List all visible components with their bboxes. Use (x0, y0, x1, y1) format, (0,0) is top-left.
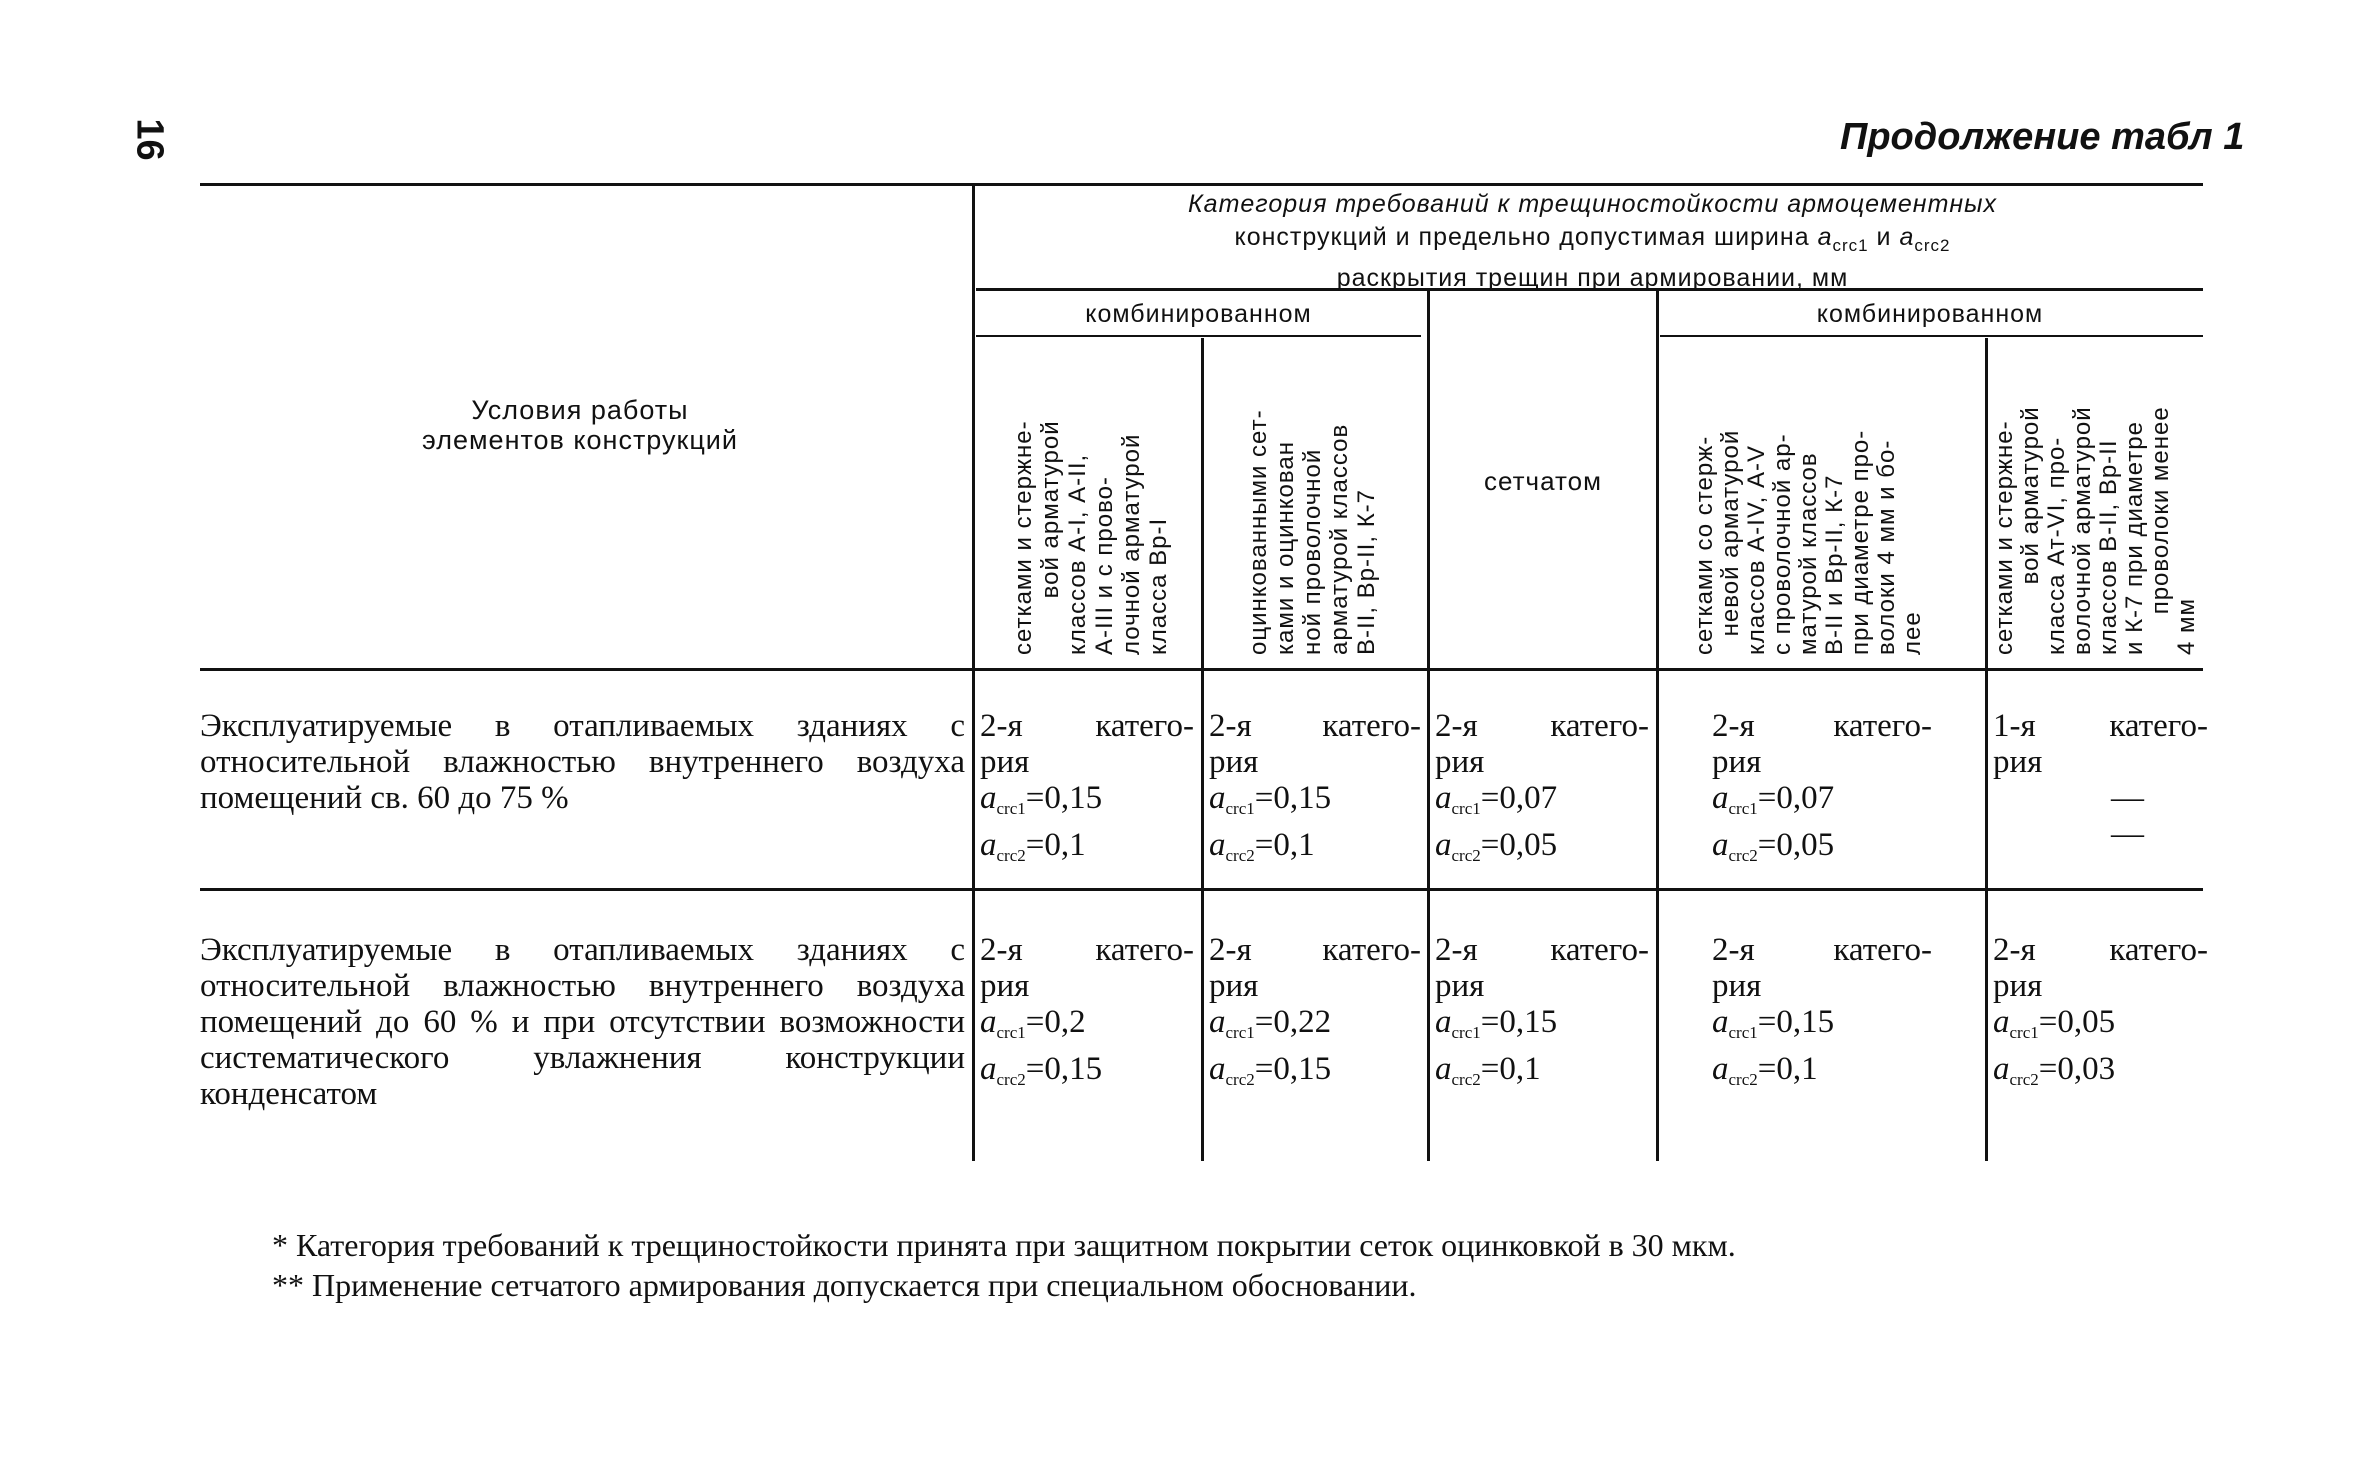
acrc-symbol: a (980, 780, 997, 816)
acrc-number: =0,15 (1254, 1051, 1332, 1087)
acrc-symbol: a (1712, 780, 1729, 816)
table-continuation-label: Продолжение табл 1 (1840, 116, 2245, 158)
col4-header-line: классов А-IV, А-V (1743, 445, 1770, 655)
category-word: катего- (1095, 932, 1194, 968)
acrc-number: =0,15 (1480, 1004, 1558, 1040)
category-number: 2-я (1712, 932, 1755, 968)
acrc-symbol: a (1435, 827, 1452, 863)
acrc-number: =0,15 (1025, 780, 1103, 816)
category-line (1993, 708, 2208, 744)
acrc-subscript: crc2 (1225, 846, 1255, 865)
acrc2-value (1435, 1051, 1649, 1098)
category-word-end: рия (1712, 744, 1762, 780)
row2-condition: Эксплуатируемые в отапливаемых зданиях с относительной влажностью внутреннего воздуха помещений до 60 % и при отсутствии возможности систематического увлажнения конструкции конденсатом (200, 932, 965, 1112)
group-label-left: комбинированном (1085, 300, 1312, 328)
col1-header-line: класса Вр-I (1145, 517, 1172, 655)
category-word-end: рия (980, 744, 1030, 780)
row1-cell-col3 (1435, 708, 1649, 874)
acrc-number: =0,1 (1254, 827, 1315, 863)
acrc1-value (1993, 1004, 2208, 1051)
group-left-rule (976, 335, 1421, 337)
acrc-symbol: a (1209, 1051, 1226, 1087)
acrc1-value (1435, 780, 1649, 827)
conditions-header-line-1: Условия работы (471, 395, 689, 425)
col5-header-line: и К-7 при диаметре (2121, 421, 2148, 655)
mesh-column-header: сетчатом (1484, 466, 1602, 496)
acrc-number: =0,05 (1480, 827, 1558, 863)
category-line (1712, 932, 1932, 968)
category-word: катего- (1550, 932, 1649, 968)
acrc-subscript: crc1 (1225, 1023, 1255, 1042)
acrc-symbol: a (1435, 1051, 1452, 1087)
category-header-line-3: раскрытия трещин при армировании, мм (1336, 264, 1849, 292)
and-word: и (1876, 223, 1892, 251)
category-word-end: рия (980, 968, 1030, 1004)
category-word: катего- (1322, 708, 1421, 744)
acrc-subscript: crc1 (1728, 799, 1758, 818)
col-divider-1 (1201, 338, 1204, 1161)
page-number: 16 (128, 118, 171, 161)
acrc-number: =0,05 (2038, 1004, 2116, 1040)
acrc1-value (1435, 1004, 1649, 1051)
acrc-symbol: a (1993, 1004, 2010, 1040)
col-divider-4 (1985, 338, 1988, 1161)
category-line (1712, 708, 1932, 744)
acrc-symbol: a (1993, 1051, 2010, 1087)
col5-header (1992, 406, 2200, 655)
col4-header (1692, 430, 1926, 655)
row1-cell-col1 (980, 708, 1194, 874)
col4-header-line: В-II и Вр-II, К-7 (1821, 474, 1848, 655)
category-number: 2-я (1209, 932, 1252, 968)
acrc-subscript: crc1 (996, 799, 1026, 818)
col2-header-line: арматурой классов (1326, 423, 1353, 655)
category-word-end: рия (1993, 968, 2043, 1004)
category-header-line-2 (990, 221, 2195, 262)
col4-header-line: матурой классов (1795, 452, 1822, 655)
acrc1-value (1712, 780, 1932, 827)
acrc2-subscript: crc2 (1914, 236, 1951, 255)
row2-cell-col3 (1435, 932, 1649, 1098)
category-word: катего- (1833, 932, 1932, 968)
acrc-subscript: crc1 (1728, 1023, 1758, 1042)
dash-value: — (2111, 780, 2144, 816)
acrc-subscript: crc2 (996, 846, 1026, 865)
acrc-number: =0,07 (1757, 780, 1835, 816)
category-number: 2-я (980, 708, 1023, 744)
col5-header-line: проволоки менее (2147, 406, 2174, 615)
category-header-line-1: Категория требований к трещиностойкости армоцементных (1187, 190, 1998, 218)
col1-header-line: А-III и с прово- (1091, 476, 1118, 655)
row1-condition: Эксплуатируемые в отапливаемых зданиях с относительной влажностью внутреннего воздуха помещений св. 60 до 75 % (200, 708, 965, 816)
col4-header-line: невой арматурой (1717, 429, 1744, 637)
category-line (1993, 932, 2208, 968)
category-number: 2-я (980, 932, 1023, 968)
acrc-subscript: crc2 (996, 1070, 1026, 1089)
col4-header-line: при диаметре про- (1847, 429, 1874, 655)
col1-header-line: вой арматурой (1037, 420, 1064, 599)
conditions-header-line-2: элементов конструкций (422, 425, 738, 455)
category-line (980, 932, 1194, 968)
acrc-symbol: a (1209, 1004, 1226, 1040)
acrc-symbol: a (1712, 1051, 1729, 1087)
acrc-number: =0,1 (1480, 1051, 1541, 1087)
col-divider-conditions (972, 186, 975, 1161)
acrc-subscript: crc2 (1225, 1070, 1255, 1089)
acrc-number: =0,15 (1254, 780, 1332, 816)
acrc2-value (1435, 827, 1649, 874)
col-divider-3 (1656, 290, 1659, 1161)
group-label-right: комбинированном (1816, 300, 2044, 328)
category-word-end: рия (1209, 744, 1259, 780)
acrc-subscript: crc1 (996, 1023, 1026, 1042)
col-divider-2 (1427, 290, 1430, 1161)
acrc1-subscript: crc1 (1832, 236, 1869, 255)
acrc2-value (980, 1051, 1194, 1098)
acrc2-value (1209, 1051, 1421, 1098)
category-number: 2-я (1435, 708, 1478, 744)
col5-header-line: сетками и стержне- (1991, 420, 2018, 655)
category-number: 1-я (1993, 708, 2036, 744)
acrc2-value (1209, 827, 1421, 874)
acrc-symbol: a (1712, 1004, 1729, 1040)
category-word: катего- (1550, 708, 1649, 744)
col2-header-line: В-II, Вр-II, К-7 (1353, 488, 1380, 655)
row2-cell-col2 (1209, 932, 1421, 1098)
acrc1-value (1209, 780, 1421, 827)
col2-header-line: ной проволочной (1299, 448, 1326, 655)
col4-header-line: лее (1899, 611, 1926, 655)
category-word: катего- (2109, 932, 2208, 968)
footnote-2: ** Применение сетчатого армирования допускается при специальном обосновании. (272, 1267, 1417, 1303)
acrc-symbol: a (1712, 827, 1729, 863)
category-line (980, 708, 1194, 744)
table-top-rule (200, 183, 2203, 186)
group-right-rule (1660, 335, 2203, 337)
row1-cell-col4 (1712, 708, 1932, 874)
category-header-line-2-text: конструкций и предельно допустимая ширина (1234, 223, 1810, 251)
category-number: 2-я (1993, 932, 2036, 968)
acrc-number: =0,05 (1757, 827, 1835, 863)
row1-cell-col5 (1993, 708, 2208, 852)
acrc2-value (980, 827, 1194, 874)
acrc-subscript: crc2 (2009, 1070, 2039, 1089)
acrc-symbol: a (980, 1004, 997, 1040)
acrc-subscript: crc2 (1451, 1070, 1481, 1089)
category-line (1435, 932, 1649, 968)
acrc2-value (1712, 1051, 1932, 1098)
acrc-number: =0,03 (2038, 1051, 2116, 1087)
acrc-number: =0,1 (1757, 1051, 1818, 1087)
category-number: 2-я (1209, 708, 1252, 744)
col5-header-line: класса Ат-VI, про- (2043, 436, 2070, 655)
acrc-symbol: a (1209, 780, 1226, 816)
category-word: катего- (1833, 708, 1932, 744)
col5-header-line: классов В-II, Вр-II (2095, 439, 2122, 655)
row1-cell-col2 (1209, 708, 1421, 874)
acrc1-value (1209, 1004, 1421, 1051)
row2-cell-col1 (980, 932, 1194, 1098)
category-word: катего- (1322, 932, 1421, 968)
col5-header-line: 4 мм (2173, 597, 2200, 655)
acrc1-value (980, 780, 1194, 827)
col1-header-line: сетками и стержне- (1010, 420, 1037, 655)
conditions-column-header (370, 395, 790, 455)
acrc1-value (980, 1004, 1194, 1051)
category-word-end: рия (1209, 968, 1259, 1004)
col5-header-line: вой арматурой (2017, 406, 2044, 585)
category-word-end: рия (1993, 744, 2043, 780)
category-number: 2-я (1435, 932, 1478, 968)
acrc-subscript: crc1 (2009, 1023, 2039, 1042)
acrc-symbol: a (1435, 1004, 1452, 1040)
acrc-symbol: a (1435, 780, 1452, 816)
col2-header (1245, 409, 1380, 655)
category-number: 2-я (1712, 708, 1755, 744)
col5-header-line: волочной арматурой (2069, 406, 2096, 655)
col1-header-line: классов А-I, А-II, (1064, 453, 1091, 655)
col1-header (1010, 420, 1172, 655)
acrc-subscript: crc2 (1451, 846, 1481, 865)
acrc-number: =0,2 (1025, 1004, 1086, 1040)
dash-value: — (2111, 816, 2144, 852)
acrc-subscript: crc1 (1451, 799, 1481, 818)
row2-cell-col5 (1993, 932, 2208, 1098)
category-line (1209, 932, 1421, 968)
acrc-number: =0,15 (1025, 1051, 1103, 1087)
acrc-number: =0,15 (1757, 1004, 1835, 1040)
category-word: катего- (1095, 708, 1194, 744)
category-word: катего- (2109, 708, 2208, 744)
acrc1-symbol: a (1817, 223, 1833, 251)
acrc-number: =0,22 (1254, 1004, 1332, 1040)
acrc-subscript: crc1 (1225, 799, 1255, 818)
acrc-symbol: a (980, 827, 997, 863)
col2-header-line: ками и оцинкован (1272, 441, 1299, 655)
acrc-symbol: a (980, 1051, 997, 1087)
category-word-end: рия (1712, 968, 1762, 1004)
category-word-end: рия (1435, 968, 1485, 1004)
acrc-subscript: crc2 (1728, 1070, 1758, 1089)
row2-cell-col4 (1712, 932, 1932, 1098)
category-line (1435, 708, 1649, 744)
footnote-1: * Категория требований к трещиностойкости принята при защитном покрытии сеток оцинковкой в 30 мкм. (272, 1227, 1736, 1263)
acrc2-value (1993, 1051, 2208, 1098)
category-header (990, 188, 2195, 295)
acrc-number: =0,07 (1480, 780, 1558, 816)
col4-header-line: с проволочной ар- (1769, 433, 1796, 655)
col1-header-line: лочной арматурой (1118, 433, 1145, 655)
acrc-subscript: crc2 (1728, 846, 1758, 865)
category-word-end: рия (1435, 744, 1485, 780)
col2-header-line: оцинкованными сет- (1245, 409, 1272, 655)
acrc1-value (1712, 1004, 1932, 1051)
col4-header-line: сетками со стерж- (1691, 435, 1718, 655)
acrc-symbol: a (1209, 827, 1226, 863)
acrc-number: =0,1 (1025, 827, 1086, 863)
col4-header-line: волоки 4 мм и бо- (1873, 439, 1900, 655)
acrc-subscript: crc1 (1451, 1023, 1481, 1042)
category-line (1209, 708, 1421, 744)
acrc2-value (1712, 827, 1932, 874)
acrc2-symbol: a (1899, 223, 1915, 251)
